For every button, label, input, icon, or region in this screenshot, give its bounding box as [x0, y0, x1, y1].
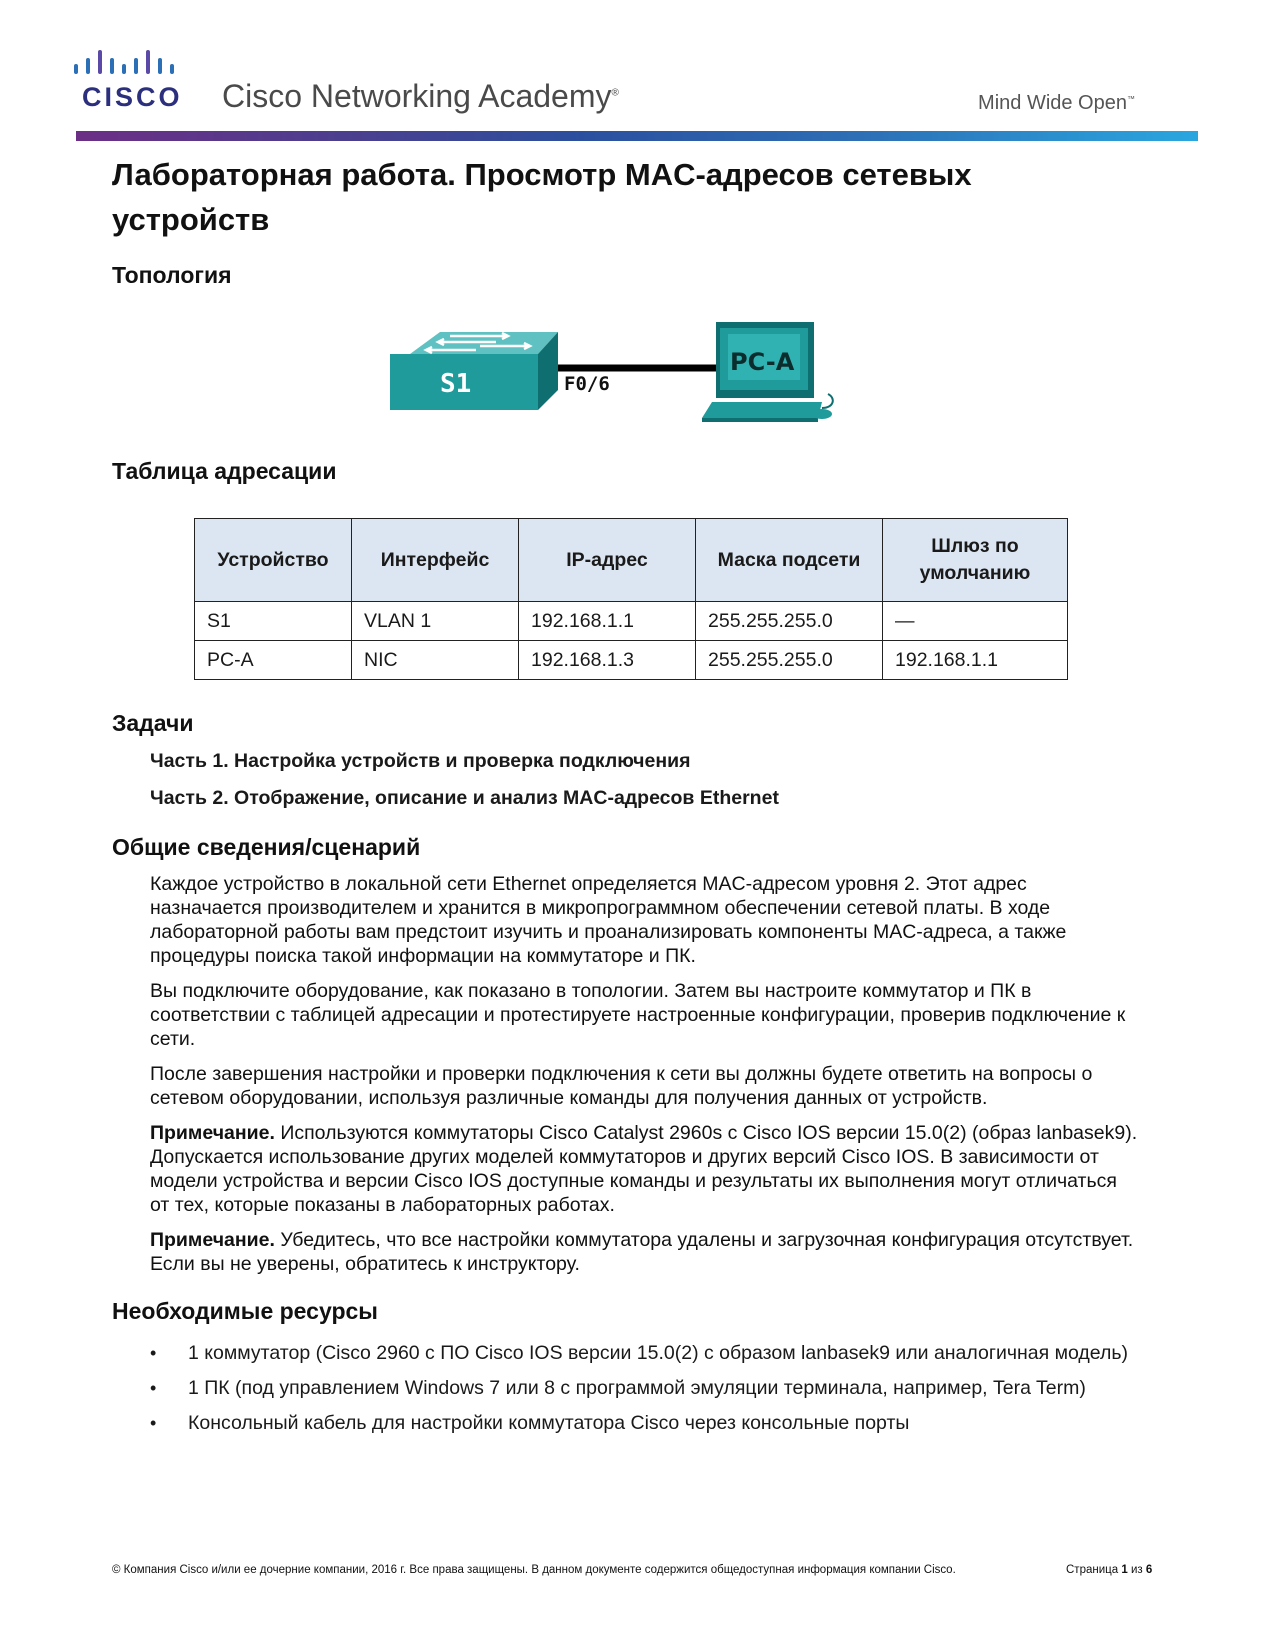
table-row — [195, 641, 1068, 680]
resources-heading: Необходимые ресурсы — [112, 1298, 378, 1324]
objective-item: Часть 2. Отображение, описание и анализ MAC-адресов Ethernet — [150, 787, 779, 809]
background-heading: Общие сведения/сценарий — [112, 834, 421, 860]
cell-mask: 255.255.255.0 — [696, 602, 883, 641]
port-label: F0/6 — [564, 373, 610, 395]
tagline: Mind Wide Open™ — [978, 92, 1135, 114]
table-row — [195, 602, 1068, 641]
col-gateway: Шлюз по умолчанию — [883, 519, 1068, 602]
col-interface: Интерфейс — [352, 519, 519, 602]
background-paragraph: После завершения настройки и проверки подключения к сети вы должны будете ответить на вопросы о сетевом оборудовании, используя различные команды для получения данных от устройств. — [150, 1063, 1093, 1109]
topology-diagram — [390, 322, 890, 452]
note-label: Примечание. — [150, 1122, 275, 1144]
cell-ip: 192.168.1.1 — [519, 602, 696, 641]
note-text: Используются коммутаторы Cisco Catalyst 2960s с Cisco IOS версии 15.0(2) (образ lanbasek9). Допускается использование других моделей коммутаторов и других версий Cisco IOS. В зависимости от модели устройства и версии Cisco IOS доступные команды и результаты их выполнения могут отличаться от тех, которые показаны в лабораторных работах. — [150, 1122, 1138, 1216]
cisco-logo — [72, 46, 192, 112]
addressing-heading: Таблица адресации — [112, 458, 337, 484]
cell-mask: 255.255.255.0 — [696, 641, 883, 680]
cell-interface: NIC — [352, 641, 519, 680]
academy-name: Cisco Networking Academy® — [222, 78, 619, 114]
pc-label: PC-A — [730, 348, 795, 376]
objectives-heading: Задачи — [112, 710, 194, 736]
note-paragraph — [150, 1121, 1140, 1217]
note-text: Убедитесь, что все настройки коммутатора удалены и загрузочная конфигурация отсутствует. Если вы не уверены, обратитесь к инструктору. — [150, 1229, 1134, 1275]
cell-gateway: — — [883, 602, 1068, 641]
col-mask: Маска подсети — [696, 519, 883, 602]
cisco-bridge-icon — [72, 46, 192, 82]
cell-gateway: 192.168.1.1 — [883, 641, 1068, 680]
header-gradient-band — [76, 131, 1198, 141]
note-paragraph — [150, 1228, 1140, 1276]
background-paragraph: Каждое устройство в локальной сети Ethernet определяется MAC-адресом уровня 2. Этот адрес назначается производителем и хранится в микропрограммном обеспечении сетевой платы. В ходе лабораторной работы вам предстоит изучить и проанализировать компоненты MAC-адреса, а также процедуры поиска такой информации на коммутаторе и ПК. — [150, 873, 1067, 967]
list-item: • 1 коммутатор (Cisco 2960 с ПО Cisco IOS версии 15.0(2) с образом lanbasek9 или аналогичная модель) — [150, 1340, 1150, 1367]
cell-interface: VLAN 1 — [352, 602, 519, 641]
addressing-table — [194, 518, 1068, 680]
switch-label: S1 — [440, 369, 472, 399]
topology-heading: Топология — [112, 262, 232, 288]
background-section — [150, 872, 1140, 1276]
note-label: Примечание. — [150, 1229, 275, 1251]
col-ip: IP-адрес — [519, 519, 696, 602]
pc-icon — [702, 322, 833, 422]
objective-item: Часть 1. Настройка устройств и проверка подключения — [150, 750, 691, 772]
list-item: • Консольный кабель для настройки коммутатора Cisco через консольные порты — [150, 1410, 1150, 1437]
cell-device: PC-A — [195, 641, 352, 680]
col-device: Устройство — [195, 519, 352, 602]
page-number: Страница 1 из 6 — [1066, 1564, 1153, 1576]
cell-ip: 192.168.1.3 — [519, 641, 696, 680]
table-header-row — [195, 519, 1068, 602]
cell-device: S1 — [195, 602, 352, 641]
footer-copyright: © Компания Cisco и/или ее дочерние компании, 2016 г. Все права защищены. В данном документе содержится общедоступная информация компании Cisco. — [112, 1564, 956, 1576]
list-item: • 1 ПК (под управлением Windows 7 или 8 с программой эмуляции терминала, например, Tera Term) — [150, 1375, 1150, 1402]
cisco-wordmark: CISCO — [82, 82, 183, 112]
resources-list — [150, 1340, 1150, 1445]
page-title: Лабораторная работа. Просмотр MAC-адресов сетевых устройств — [112, 157, 972, 237]
switch-icon — [390, 332, 558, 410]
background-paragraph: Вы подключите оборудование, как показано в топологии. Затем вы настроите коммутатор и ПК в соответствии с таблицей адресации и протестируете настроенные конфигурации, проверив подключение к сети. — [150, 980, 1126, 1050]
